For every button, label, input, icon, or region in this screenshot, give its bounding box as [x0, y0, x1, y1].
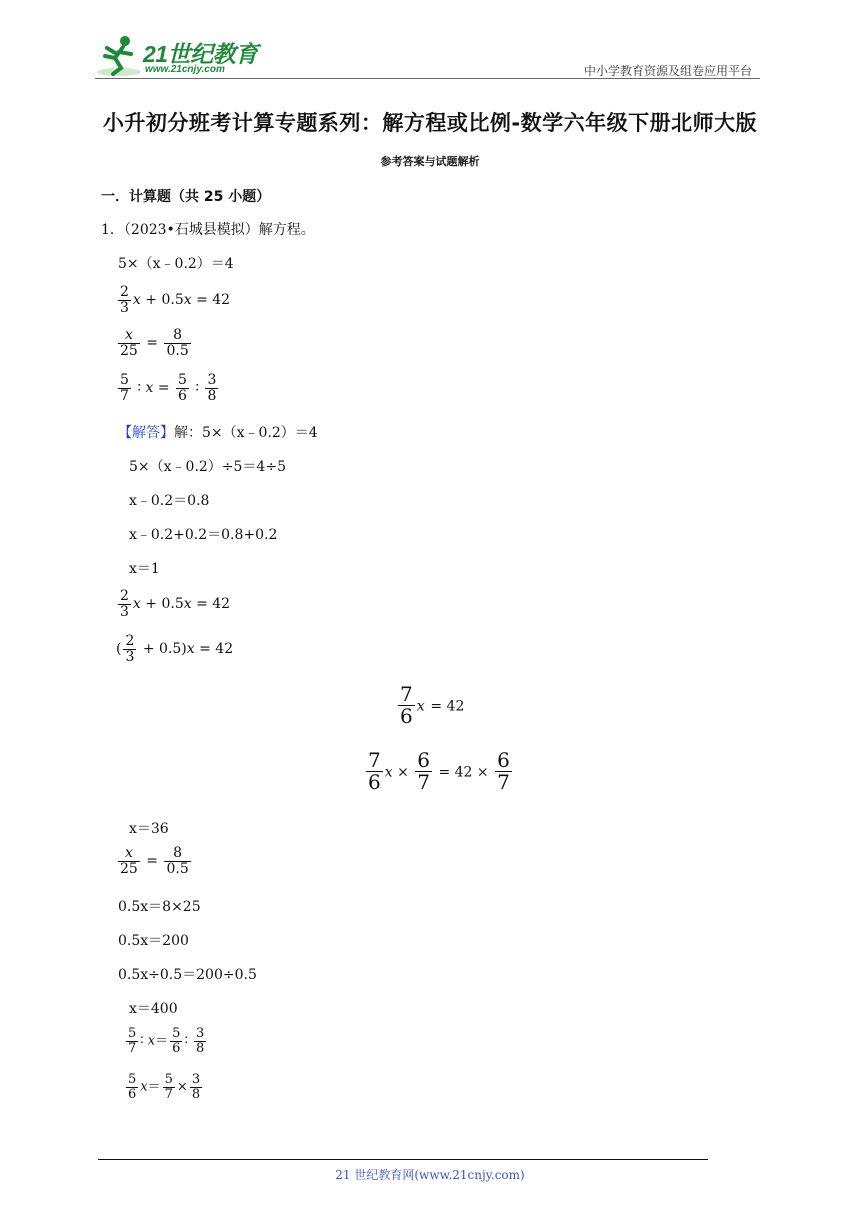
- document-title: 小升初分班考计算专题系列：解方程或比例-数学六年级下册北师大版: [102, 111, 758, 135]
- footer-divider: [98, 1159, 708, 1160]
- answer-step-3: x﹣0.2+0.2＝0.8+0.2: [129, 527, 278, 543]
- answer-step-5: $\frac{2}{3}$ x + 0.5x = 42: [120, 588, 231, 620]
- answer-step-1: 5×（x﹣0.2）÷5＝4÷5: [129, 459, 286, 475]
- header-divider: [95, 78, 760, 79]
- answer-step-8: $\frac{7}{6}$ x × $\frac{6}{7}$ = 42 × $\frac{6}{7}$: [368, 748, 510, 794]
- answer-first-line: 解：5×（x﹣0.2）＝4: [174, 425, 318, 441]
- answer-step-2: x﹣0.2＝0.8: [129, 493, 210, 509]
- answer-intro: [118, 422, 318, 442]
- section-heading: 一．计算题（共 25 小题）: [101, 189, 271, 205]
- equation-1: 5×（x﹣0.2）＝4: [118, 256, 234, 272]
- answer-step-11: 0.5x＝8×25: [118, 899, 201, 915]
- logo-text: 21世纪教育: [143, 41, 258, 67]
- equation-3: $\frac{x}{25}$ = $\frac{8}{0.5}$: [120, 327, 189, 359]
- answer-step-14: x＝400: [129, 1001, 178, 1017]
- equation-4: $\frac{5}{7}$ ∶ x = $\frac{5}{6}$ ∶ $\frac{3}{8}$: [120, 372, 217, 404]
- runner-icon: [95, 34, 143, 78]
- answer-step-7: $\frac{7}{6}$ x = 42: [400, 682, 465, 728]
- answer-step-15: $\frac{5}{7}$ ∶ x＝ $\frac{5}{6}$ ∶ $\frac{3}{8}$: [128, 1026, 205, 1056]
- answer-step-16: $\frac{5}{6}$ x＝ $\frac{5}{7}$ × $\frac{3}{8}$: [128, 1072, 201, 1102]
- answer-tag: 【解答】: [118, 425, 174, 441]
- answer-step-12: 0.5x＝200: [118, 933, 189, 949]
- question-number: 1．: [101, 222, 124, 238]
- question-1: [101, 219, 315, 239]
- equation-2: $\frac{2}{3}$ x + 0.5x = 42: [120, 284, 231, 316]
- footer-link[interactable]: 21 世纪教育网(www.21cnjy.com): [335, 1168, 525, 1182]
- answer-step-9: x＝36: [129, 821, 169, 837]
- header-platform-text: 中小学教育资源及组卷应用平台: [583, 64, 752, 78]
- logo-url: www.21cnjy.com: [145, 64, 225, 75]
- question-source: （2023•石城县模拟）解方程。: [123, 222, 315, 238]
- answer-step-13: 0.5x÷0.5＝200÷0.5: [118, 967, 257, 983]
- answer-step-10: $\frac{x}{25}$ = $\frac{8}{0.5}$: [120, 845, 189, 877]
- site-logo: [95, 34, 265, 80]
- document-subtitle: 参考答案与试题解析: [380, 155, 480, 168]
- answer-step-6: ( $\frac{2}{3}$ + 0.5)x = 42: [116, 633, 234, 665]
- answer-step-4: x＝1: [129, 561, 160, 577]
